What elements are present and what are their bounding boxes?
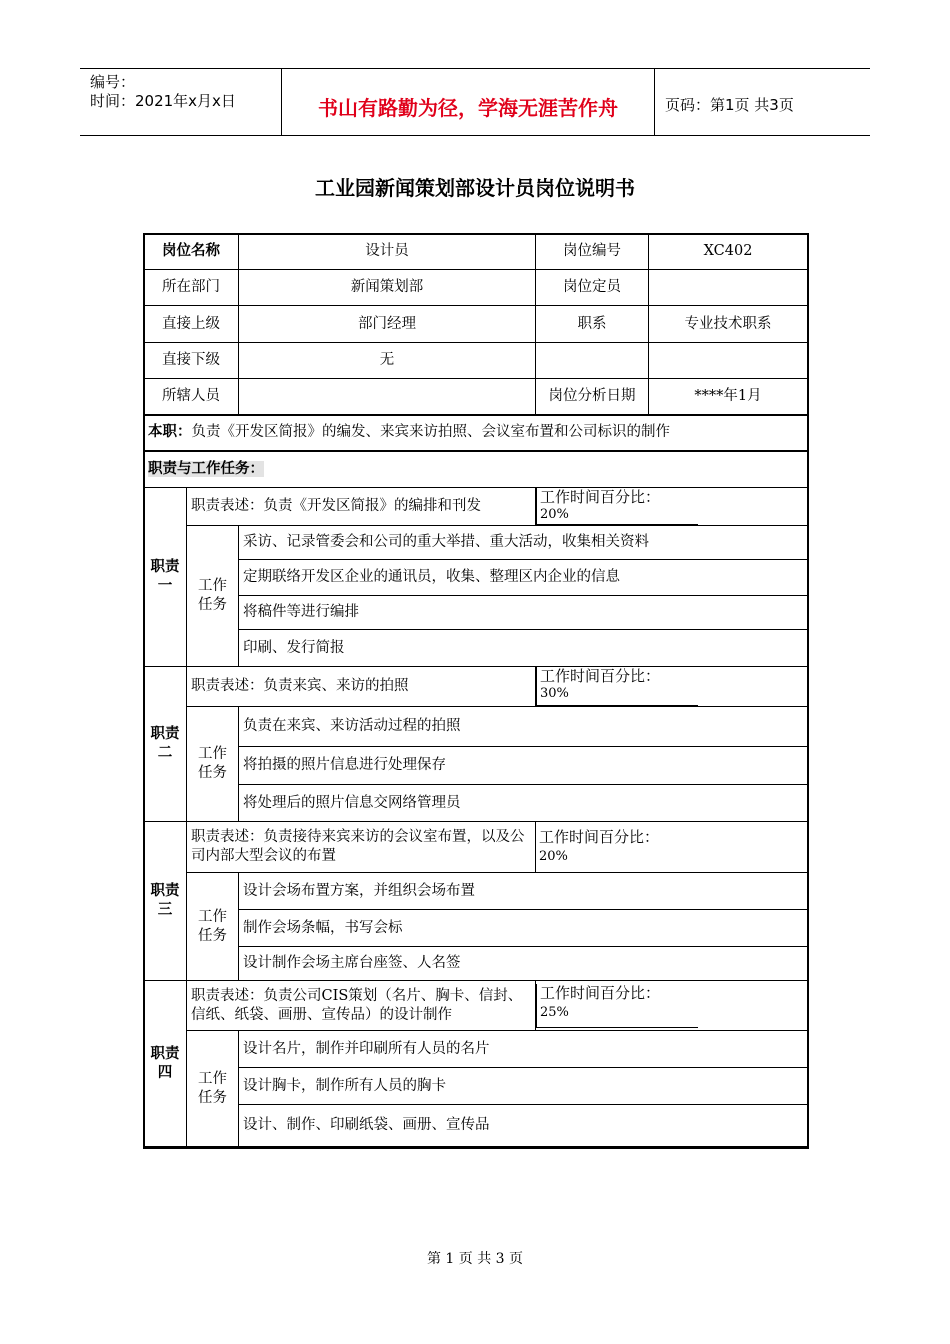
task-row [144,873,808,910]
info-row-name [144,234,808,270]
work-task-text: 工作任务 [198,1070,227,1106]
empty-cell [649,343,808,379]
position-code-label: 岗位编号 [536,234,649,270]
duty-percent-box [536,667,698,706]
duty-description: 职责表述：负责来宾、来访的拍照 [187,667,536,707]
task-row [144,630,808,667]
subordinate-value: 无 [239,343,536,379]
task-item: 将稿件等进行编排 [239,596,808,630]
superior-label: 直接上级 [144,306,239,343]
core-duty-text: 负责《开发区简报》的编发、来宾来访拍照、会议室布置和公司标识的制作 [191,424,670,440]
position-name-value: 设计员 [239,234,536,270]
header-time: 时间：2021年x月x日 [90,92,236,110]
header-number-label: 编号： [90,73,136,91]
duty-description-row [144,981,808,1031]
core-duty-cell [144,415,808,451]
document-title: 工业园新闻策划部设计员岗位说明书 [315,176,635,200]
info-row-subordinate [144,343,808,379]
headcount-label: 岗位定员 [536,270,649,306]
core-duty-row [144,415,808,451]
work-task-label [187,873,239,981]
duty-description-row [144,822,808,873]
department-label: 所在部门 [144,270,239,306]
duties-heading-cell [144,451,808,488]
task-item: 设计胸卡，制作所有人员的胸卡 [239,1068,808,1105]
empty-cell [536,343,649,379]
core-duty-label: 本职： [148,424,192,440]
work-time-percent-value: 25% [540,1004,569,1020]
duty-percent-box [536,828,807,867]
duty-description: 职责表述：负责《开发区简报》的编排和刊发 [187,488,536,526]
task-item: 将处理后的照片信息交网络管理员 [239,785,808,822]
analysis-date-label: 岗位分析日期 [536,379,649,415]
info-row-superior [144,306,808,343]
work-task-label [187,526,239,667]
headcount-value [649,270,808,306]
task-row [144,785,808,822]
duty-percent-box [536,984,698,1028]
series-label: 职系 [536,306,649,343]
duty-title: 职责四 [144,981,187,1147]
duty-title: 职责三 [144,822,187,981]
task-row [144,747,808,785]
work-time-percent-value: 20% [539,848,568,864]
header-slogan: 书山有路勤为径，学海无涯苦作舟 [318,96,618,120]
task-item: 将拍摄的照片信息进行处理保存 [239,747,808,785]
work-time-percent-value: 20% [540,507,569,522]
duty-description-row [144,667,808,707]
info-row-department [144,270,808,306]
duty-description: 职责表述：负责接待来宾来访的会议室布置，以及公司内部大型会议的布置 [187,822,536,873]
work-time-percent-label: 工作时间百分比： [539,827,660,846]
task-row [144,910,808,947]
task-item: 设计会场布置方案，并组织会场布置 [239,873,808,910]
work-task-text: 工作任务 [198,578,227,613]
series-value: 专业技术职系 [649,306,808,343]
task-item: 设计制作会场主席台座签、人名签 [239,947,808,981]
department-value: 新闻策划部 [239,270,536,306]
task-item: 制作会场条幅，书写会标 [239,910,808,947]
duty-percent-wrapper [536,488,808,526]
header-page-info: 页码：第1页 共3页 [665,96,794,114]
task-row [144,707,808,747]
task-item: 负责在来宾、来访活动过程的拍照 [239,707,808,747]
task-row [144,596,808,630]
header-top-rule [80,68,870,69]
task-row [144,1031,808,1068]
task-row [144,1068,808,1105]
task-item: 印刷、发行简报 [239,630,808,667]
info-row-staff [144,379,808,415]
staff-value [239,379,536,415]
work-time-percent-label: 工作时间百分比： [540,667,661,685]
analysis-date-value: ****年1月 [649,379,808,415]
page-footer: 第 1 页 共 3 页 [426,1251,524,1267]
duty-description: 职责表述：负责公司CIS策划（名片、胸卡、信封、信纸、纸袋、画册、宣传品）的设计制作 [187,981,536,1031]
job-description-table [143,233,808,1147]
work-time-percent-value: 30% [540,686,569,701]
duty-description-row [144,488,808,526]
task-item: 设计、制作、印刷纸袋、画册、宣传品 [239,1105,808,1147]
task-row [144,1105,808,1147]
task-row [144,526,808,560]
work-task-label [187,707,239,822]
duties-heading: 职责与工作任务： [148,460,264,477]
position-code-value: XC402 [649,234,808,270]
position-name-label: 岗位名称 [144,234,239,270]
header-bottom-rule [80,135,870,136]
task-item: 设计名片，制作并印刷所有人员的名片 [239,1031,808,1068]
duty-title: 职责二 [144,667,187,822]
duty-percent-box [536,488,698,525]
work-time-percent-label: 工作时间百分比： [540,983,661,1002]
task-row [144,560,808,596]
task-row [144,947,808,981]
duty-percent-wrapper [536,667,808,707]
duty-percent-wrapper [536,981,808,1031]
staff-label: 所辖人员 [144,379,239,415]
task-item: 采访、记录管委会和公司的重大举措、重大活动，收集相关资料 [239,526,808,560]
duties-heading-row [144,451,808,488]
subordinate-label: 直接下级 [144,343,239,379]
superior-value: 部门经理 [239,306,536,343]
work-time-percent-label: 工作时间百分比： [540,488,661,506]
work-task-label [187,1031,239,1147]
duty-title: 职责一 [144,488,187,667]
work-task-text: 工作任务 [198,746,227,781]
header-divider-right [654,68,655,136]
duty-percent-wrapper [536,822,808,873]
work-task-text: 工作任务 [198,908,227,944]
task-item: 定期联络开发区企业的通讯员，收集、整理区内企业的信息 [239,560,808,596]
